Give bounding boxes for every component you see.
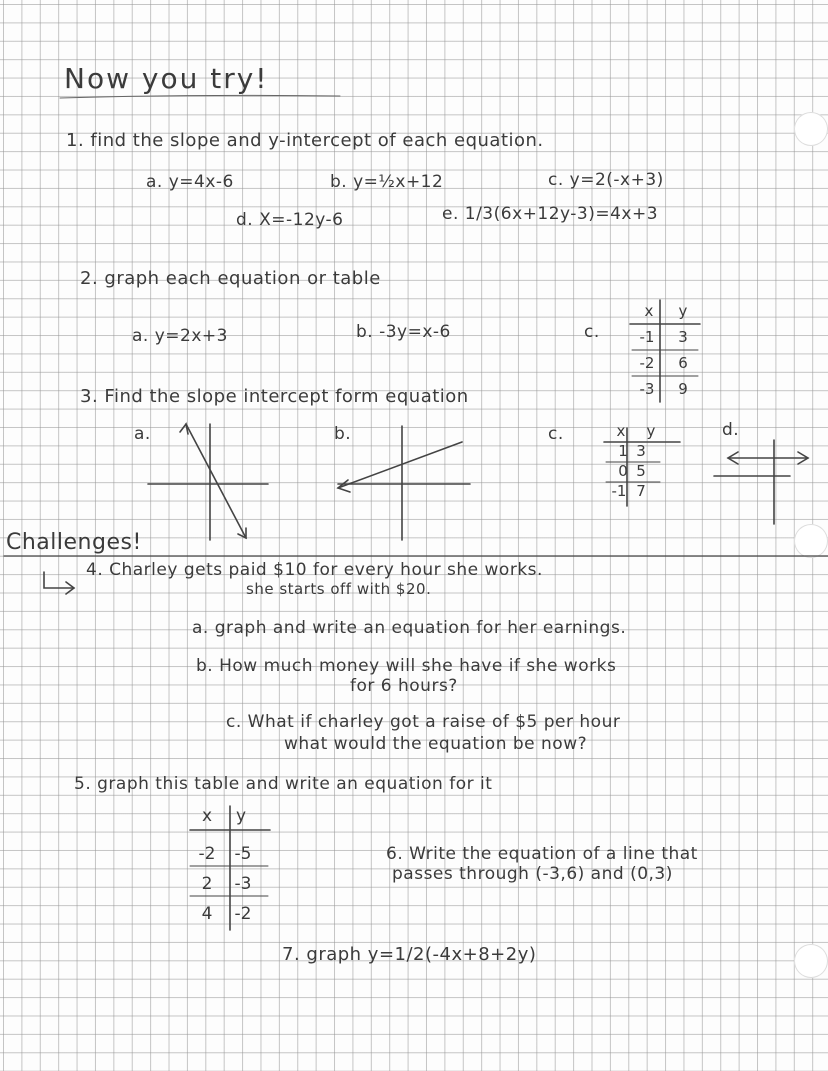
heading-underline — [60, 95, 340, 98]
q3-table-cell: 3 — [636, 442, 646, 460]
q5-table-cell: -2 — [234, 904, 252, 924]
q7-prompt: 7. graph y=1/2(-4x+8+2y) — [282, 944, 537, 965]
page-heading: Now you try! — [64, 62, 269, 95]
q5-table-cell: -3 — [234, 874, 252, 894]
q4-c-line1: c. What if charley got a raise of $5 per hour — [226, 712, 621, 732]
q4-line2: she starts off with $20. — [246, 580, 432, 598]
q5-table-cell: 2 — [201, 874, 213, 894]
q2-table-cell: -3 — [639, 380, 655, 398]
q3-table-cell: 1 — [618, 442, 628, 460]
q1-prompt: 1. find the slope and y-intercept of each equation. — [66, 130, 544, 151]
q4-c-line2: what would the equation be now? — [284, 734, 588, 754]
q3b-line — [338, 442, 462, 488]
q5-table-cell: -2 — [198, 844, 216, 864]
q3-a: a. — [134, 424, 151, 444]
q1-a: a. y=4x-6 — [146, 172, 234, 192]
q3a-line — [186, 424, 246, 538]
q3-b: b. — [334, 424, 352, 444]
q5-table-cell: 4 — [201, 904, 213, 924]
q4-b-line1: b. How much money will she have if she works — [196, 656, 617, 676]
q5-table-header-y: y — [235, 806, 247, 826]
q3-table-cell: -1 — [611, 482, 627, 500]
q3-table-header-x: x — [616, 422, 626, 440]
q5-table-header-x: x — [201, 806, 213, 826]
q3-table-cell: 0 — [618, 462, 628, 480]
q2-table-header-x: x — [644, 302, 654, 320]
q2-table-cell: -1 — [639, 328, 655, 346]
q3-c: c. — [548, 424, 564, 444]
challenges-title: Challenges! — [6, 530, 142, 555]
q6-line2: passes through (-3,6) and (0,3) — [392, 864, 673, 884]
q4-line1: 4. Charley gets paid $10 for every hour she works. — [86, 560, 543, 580]
q6-line1: 6. Write the equation of a line that — [386, 844, 698, 864]
q1-b: b. y=½x+12 — [330, 172, 444, 192]
q2-b: b. -3y=x-6 — [356, 322, 451, 342]
q2-table-cell: -2 — [639, 354, 655, 372]
q2-c: c. — [584, 322, 600, 342]
q3-prompt: 3. Find the slope intercept form equation — [80, 386, 469, 407]
q2-prompt: 2. graph each equation or table — [80, 268, 381, 289]
q3-table-cell: 5 — [636, 462, 646, 480]
q1-d: d. X=-12y-6 — [236, 210, 344, 230]
q1-e: e. 1/3(6x+12y-3)=4x+3 — [442, 204, 659, 224]
q2-table-cell: 9 — [678, 380, 688, 398]
q3-table-cell: 7 — [636, 482, 646, 500]
q2-table-cell: 6 — [678, 354, 688, 372]
q3a-arrow-top — [180, 424, 188, 434]
q5-prompt: 5. graph this table and write an equation for it — [74, 774, 493, 794]
q2-table-header-y: y — [678, 302, 688, 320]
q3-d: d. — [722, 420, 740, 440]
q4-a: a. graph and write an equation for her earnings. — [192, 618, 627, 638]
q2-table-cell: 3 — [678, 328, 688, 346]
q5-table-cell: -5 — [234, 844, 252, 864]
q2-a: a. y=2x+3 — [132, 326, 228, 346]
q3-table-header-y: y — [646, 422, 656, 440]
q1-c: c. y=2(-x+3) — [548, 170, 664, 190]
q4-b-line2: for 6 hours? — [350, 676, 458, 696]
